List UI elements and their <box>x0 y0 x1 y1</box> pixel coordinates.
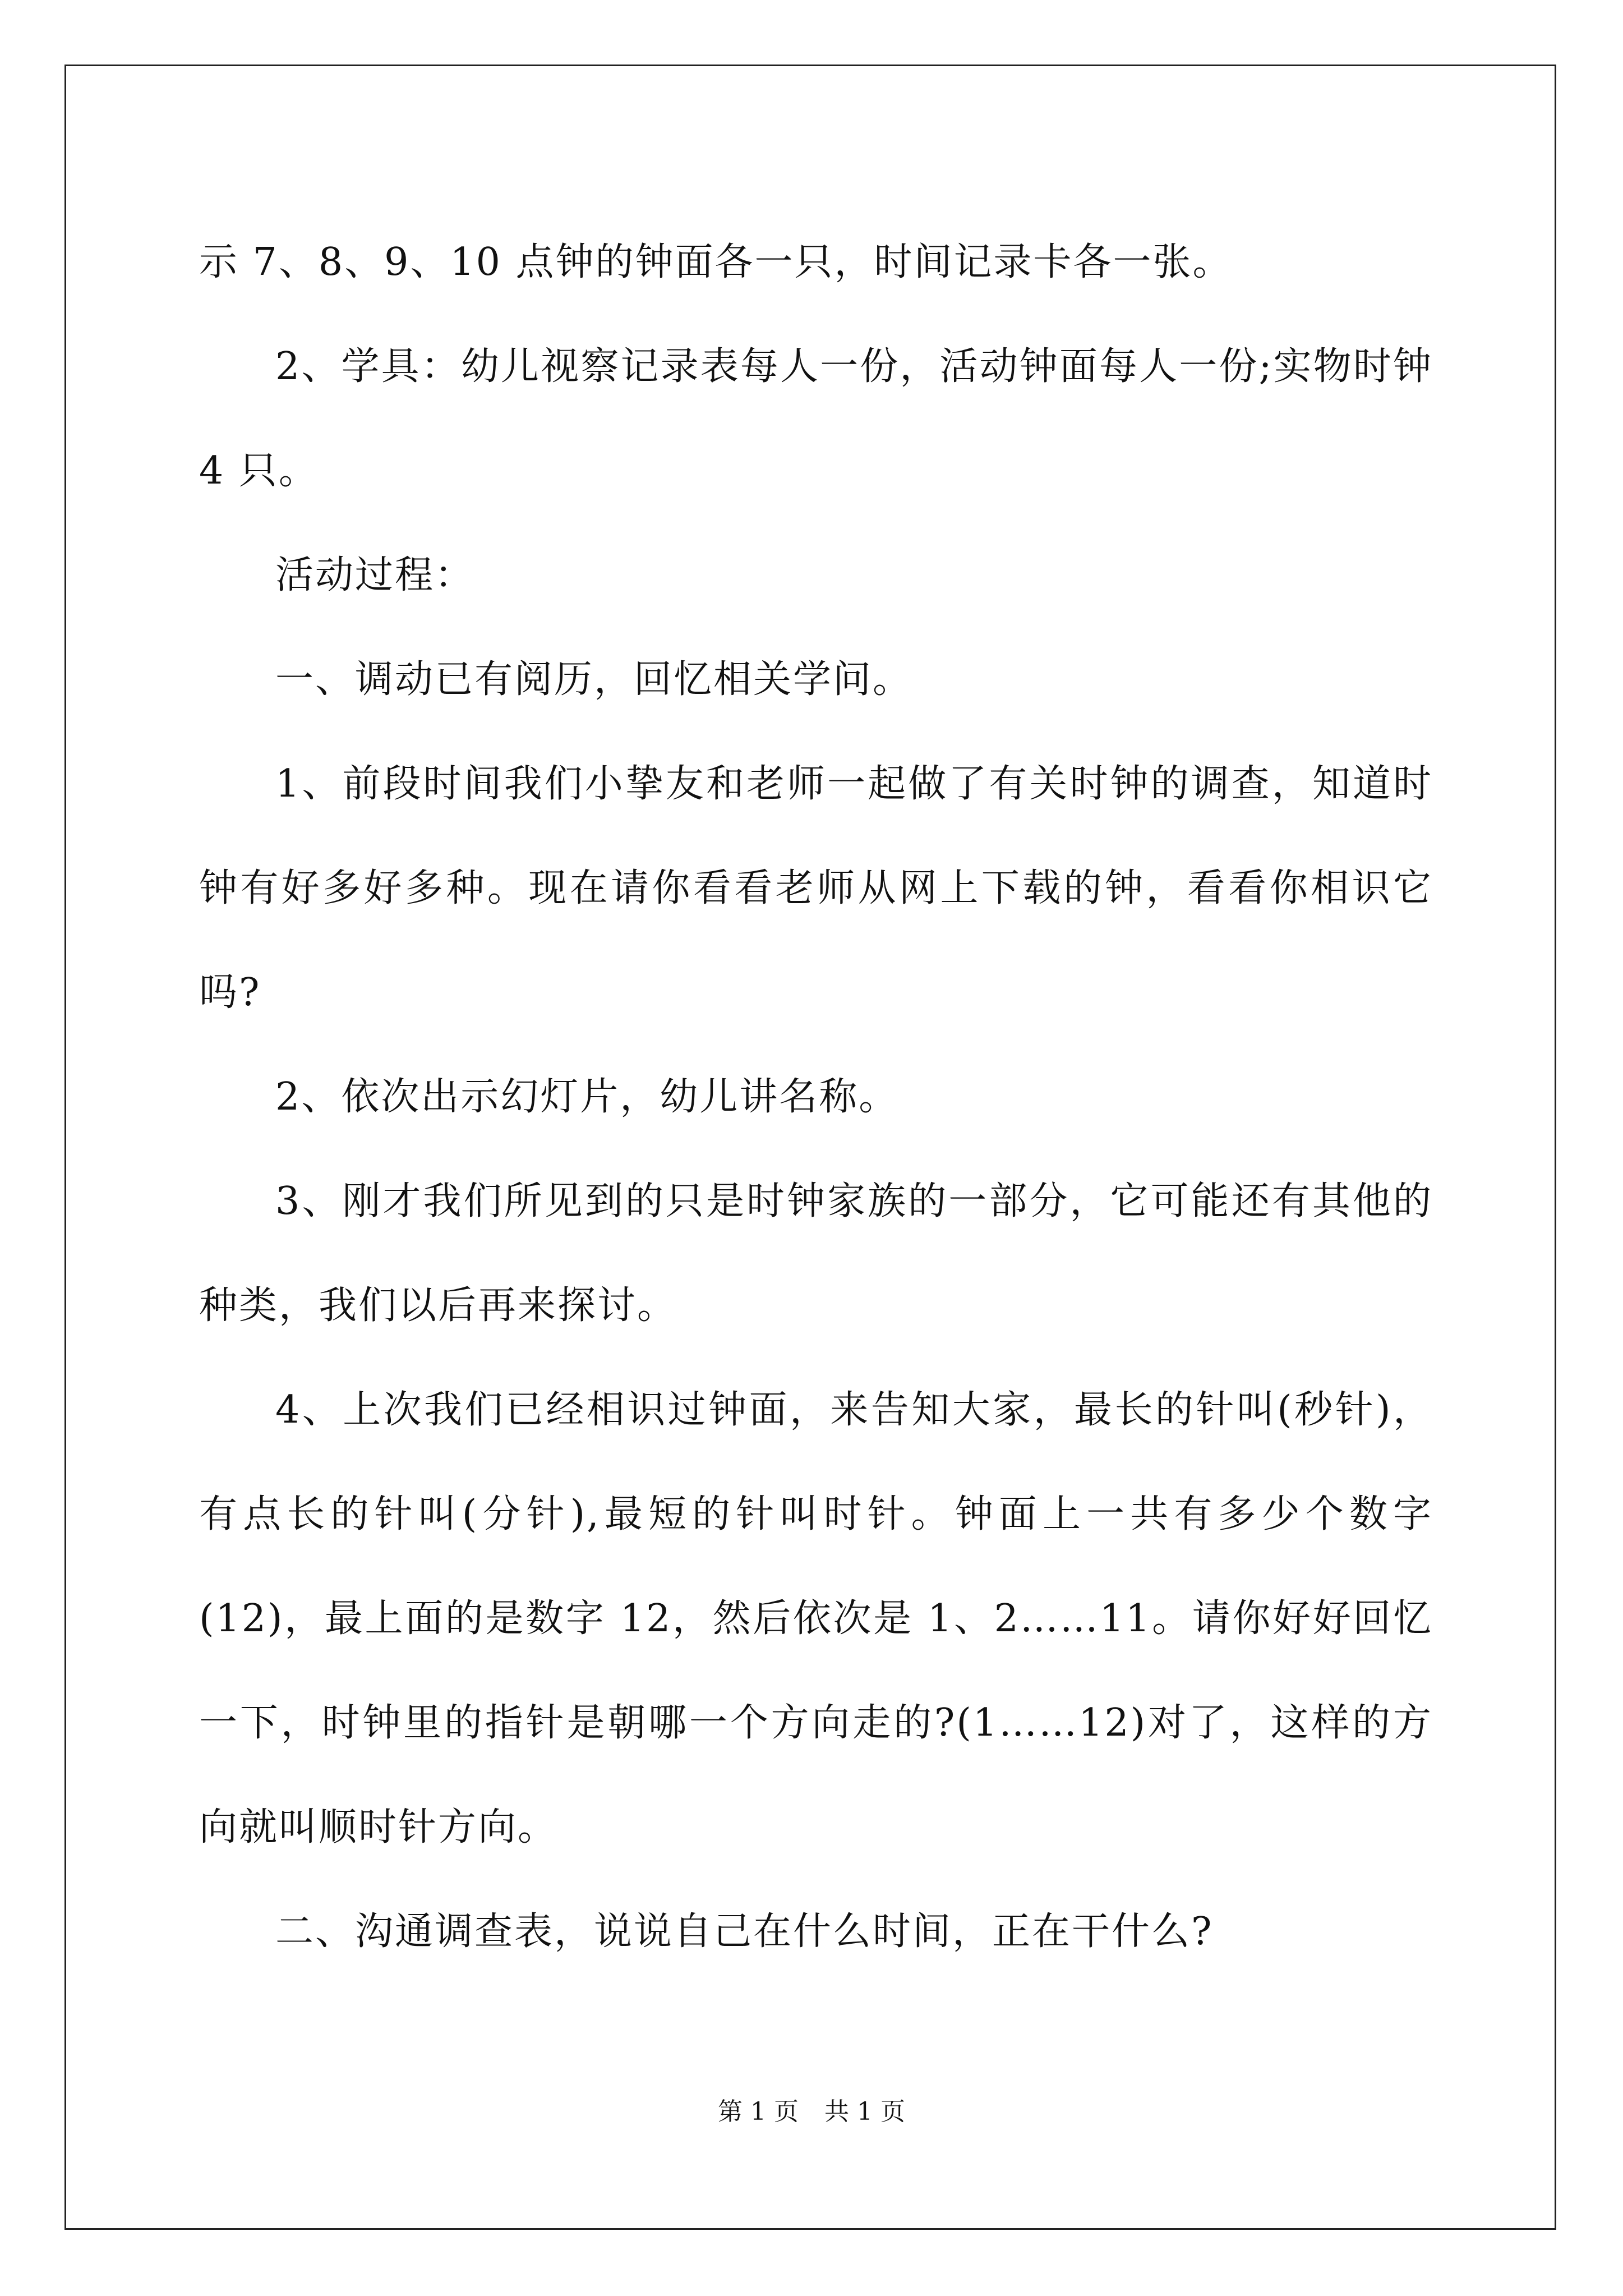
page-number: 第 1 页 <box>718 2097 799 2126</box>
paragraph-step-3: 3、刚才我们所见到的只是时钟家族的一部分，它可能还有其他的种类，我们以后再来探讨。 <box>199 1179 1433 1328</box>
total-pages: 共 1 页 <box>824 2097 905 2126</box>
paragraph-step-1: 1、前段时间我们小挚友和老师一起做了有关时钟的调查，知道时钟有好多好多种。现在请你看看老师从网上下载的钟，看看你相识它吗? <box>199 762 1433 1015</box>
page-footer <box>0 2095 1623 2129</box>
paragraph-step-4: 4、上次我们已经相识过钟面，来告知大家，最长的针叫(秒针)，有点长的针叫(分针),最短的针叫时针。钟面上一共有多少个数字(12)，最上面的是数字 12，然后依次是 1、2……11。请你好好回忆一下，时钟里的指针是朝哪一个方向走的?(1……12)对了，这样的方向就叫顺时针方向。 <box>199 1388 1433 1849</box>
paragraph-step-2: 2、依次出示幻灯片，幼儿讲名称。 <box>275 1075 899 1119</box>
paragraph-materials-continued: 示 7、8、9、10 点钟的钟面各一只，时间记录卡各一张。 <box>199 240 1233 284</box>
document-body <box>199 210 1433 1984</box>
paragraph-section-two-heading: 二、沟通调查表，说说自己在什么时间，正在干什么? <box>275 1910 1214 1954</box>
paragraph-section-one-heading: 一、调动已有阅历，回忆相关学问。 <box>275 657 913 702</box>
paragraph-learning-tools: 2、学具：幼儿视察记录表每人一份，活动钟面每人一份;实物时钟 4 只。 <box>199 344 1433 493</box>
paragraph-activity-process-heading: 活动过程： <box>275 553 475 597</box>
